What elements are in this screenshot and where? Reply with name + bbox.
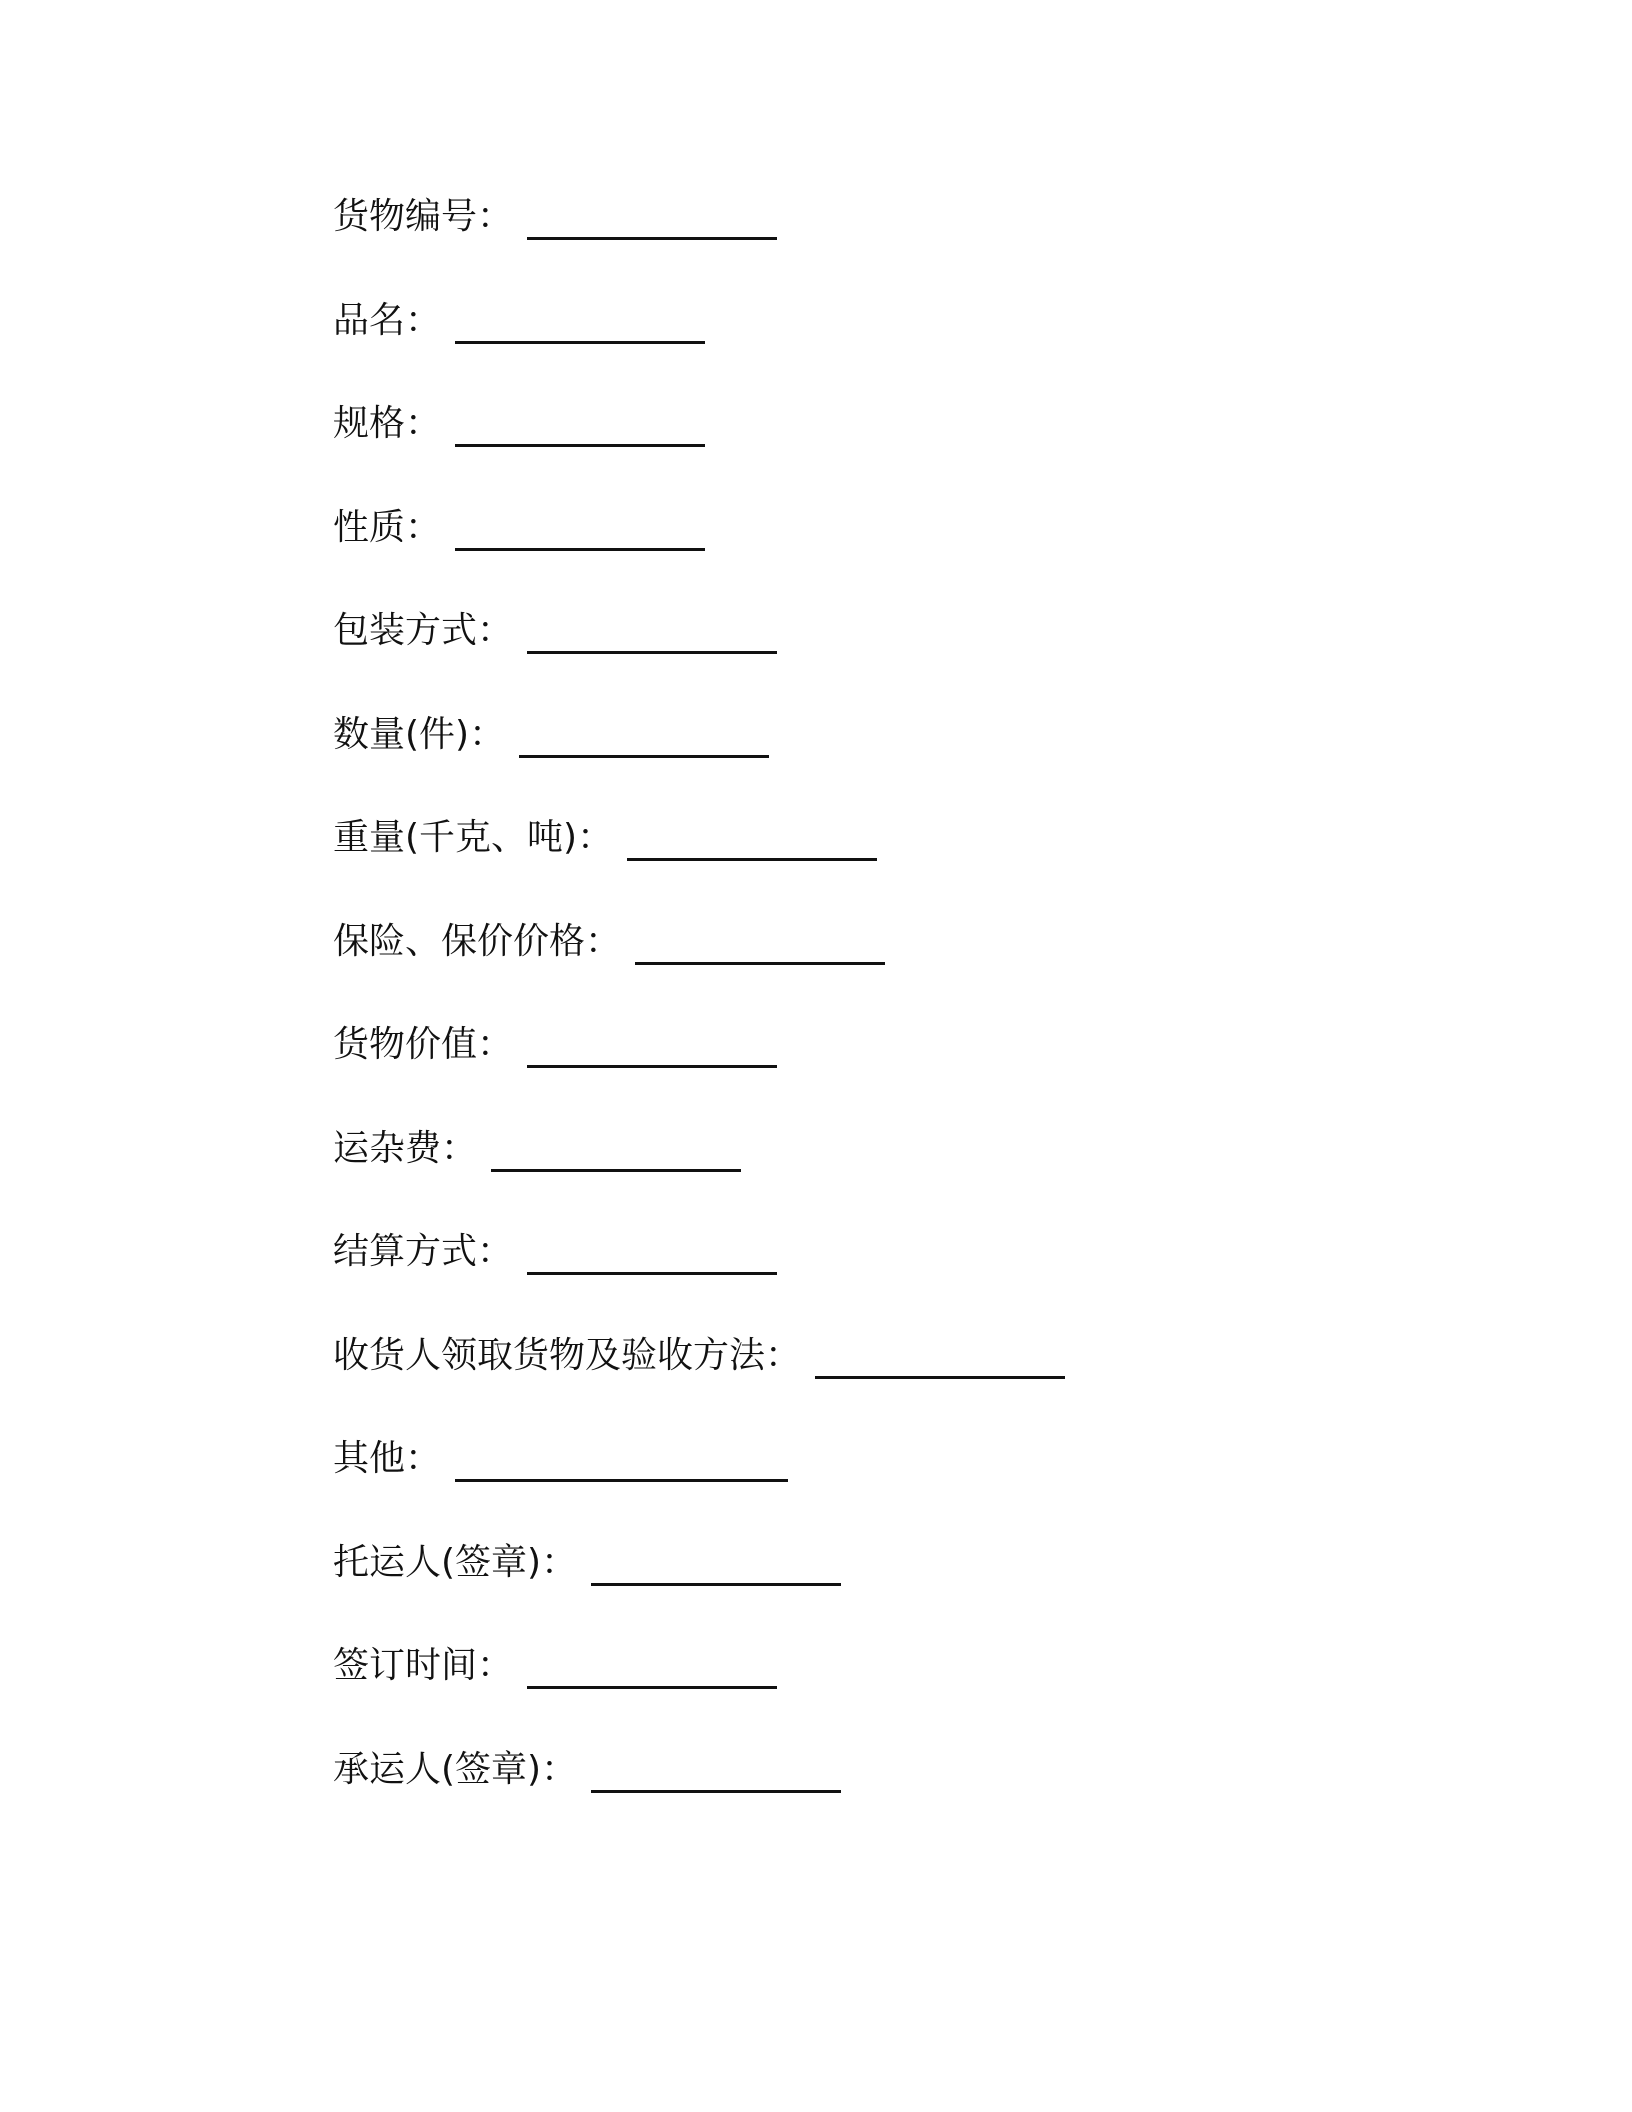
- field-label: 托运人(签章)：: [333, 1541, 578, 1583]
- field-weight: [333, 809, 1433, 913]
- field-receipt-method: [333, 1327, 1433, 1431]
- blank-line: [527, 1223, 777, 1281]
- field-label: 运杂费：: [333, 1127, 478, 1169]
- blank-line: [527, 1016, 777, 1074]
- field-shipper-signature: [333, 1534, 1433, 1638]
- field-signing-date: [333, 1637, 1433, 1741]
- blank-line: [455, 1430, 788, 1488]
- field-nature: [333, 499, 1433, 603]
- field-cargo-value: [333, 1016, 1433, 1120]
- blank-line: [591, 1534, 841, 1592]
- blank-line: [527, 602, 777, 660]
- field-label: 数量(件)：: [333, 713, 506, 755]
- field-specification: [333, 395, 1433, 499]
- field-insurance-price: [333, 913, 1433, 1017]
- field-label: 收货人领取货物及验收方法：: [333, 1334, 802, 1376]
- blank-line: [519, 706, 769, 764]
- field-label: 货物编号：: [333, 196, 514, 237]
- field-label: 其他：: [333, 1438, 442, 1479]
- blank-line: [455, 499, 705, 557]
- blank-line: [491, 1120, 741, 1178]
- blank-line: [527, 1637, 777, 1695]
- field-label: 保险、保价价格：: [333, 920, 622, 962]
- field-label: 品名：: [333, 299, 442, 341]
- blank-line: [455, 292, 705, 350]
- field-product-name: [333, 292, 1433, 396]
- field-cargo-number: [333, 188, 1433, 292]
- field-label: 重量(千克、吨)：: [333, 817, 614, 858]
- blank-line: [635, 913, 885, 971]
- field-label: 包装方式：: [333, 610, 514, 651]
- blank-line: [627, 809, 877, 867]
- field-quantity: [333, 706, 1433, 810]
- field-label: 承运人(签章)：: [333, 1748, 578, 1790]
- field-label: 货物价值：: [333, 1024, 514, 1065]
- field-packaging: [333, 602, 1433, 706]
- cargo-form: [333, 188, 1433, 1844]
- field-label: 结算方式：: [333, 1231, 514, 1272]
- blank-line: [815, 1327, 1065, 1385]
- field-label: 签订时间：: [333, 1645, 514, 1686]
- field-settlement-method: [333, 1223, 1433, 1327]
- field-carrier-signature: [333, 1741, 1433, 1845]
- field-label: 性质：: [333, 506, 442, 548]
- field-freight-charges: [333, 1120, 1433, 1224]
- blank-line: [527, 188, 777, 246]
- field-other: [333, 1430, 1433, 1534]
- blank-line: [455, 395, 705, 453]
- field-label: 规格：: [333, 403, 442, 444]
- blank-line: [591, 1741, 841, 1799]
